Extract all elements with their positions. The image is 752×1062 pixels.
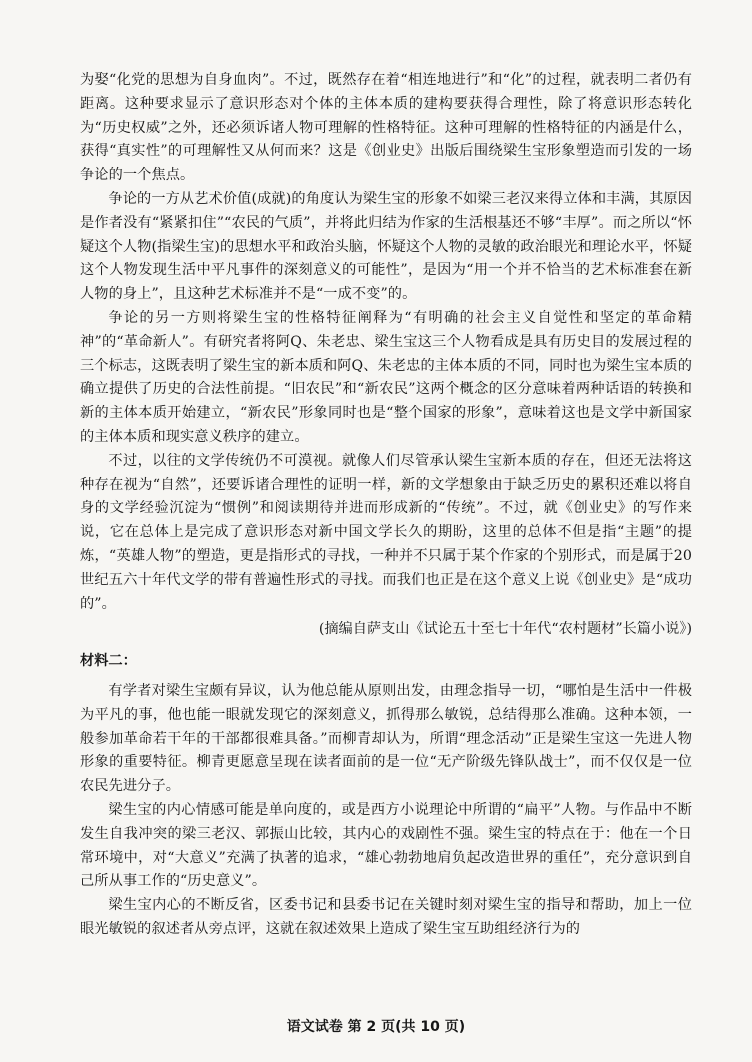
paragraph-2: 争论的一方从艺术价值(成就)的角度认为梁生宝的形象不如梁三老汉来得立体和丰满，其原因是作者没有“紧紧扣住”“农民的气质”，并将此归结为作家的生活根基还不够“丰厚”。而之所以“怀疑这个人物(指梁生宝)的思想水平和政治头脑，怀疑这个人物的灵敏的政治眼光和理论水平，怀疑这个人物发现生活中平凡事件的深刻意义的可能性”，是因为“用一个并不恰当的艺术标准套在新人物的身上”，且这种艺术标准并不是“一成不变”的。 (80, 190, 692, 303)
page-footer: 语文试卷 第 2 页(共 10 页) (286, 1019, 466, 1035)
paragraph-6: 梁生宝的内心情感可能是单向度的，或是西方小说理论中所谓的“扁平”人物。与作品中不断发生自我冲突的梁三老汉、郭振山比较，其内心的戏剧性不强。梁生宝的特点在于：他在一个日常环境中，对“大意义”充满了执著的追求，“雄心勃勃地肩负起改造世界的重任”，充分意识到自己所从事工作的“历史意义”。 (80, 801, 692, 890)
paragraph-5: 有学者对梁生宝颇有异议，认为他总能从原则出发，由理念指导一切，“哪怕是生活中一件极为平凡的事，他也能一眼就发现它的深刻意义，抓得那么敏锐，总结得那么准确。这种本领，一般参加革命若干年的干部都很难具备。”而柳青却认为，所谓“理念活动”正是梁生宝这一先进人物形象的重要特征。柳青更愿意呈现在读者面前的是一位“无产阶级先锋队战士”，而不仅仅是一位农民先进分子。 (80, 682, 692, 795)
page-content (80, 69, 692, 942)
source-citation: (摘编自萨支山《试论五十至七十年代“农村题材”长篇小说》) (318, 621, 692, 638)
paragraph-1: 为娶“化党的思想为自身血肉”。不过，既然存在着“相连地进行”和“化”的过程，就表明二者仍有距离。这种要求显示了意识形态对个体的主体本质的建构要获得合理性，除了将意识形态转化为“历史权威”之外，还必须诉诸人物可理解的性格特征。这种可理解的性格特征的内涵是什么，获得“真实性”的可理解性又从何而来？这是《创业史》出版后围绕梁生宝形象塑造而引发的一场争论的一个焦点。 (80, 72, 692, 184)
paragraph-4: 不过，以往的文学传统仍不可漠视。就像人们尽管承认梁生宝新本质的存在，但还无法将这种存在视为“自然”，还要诉诸合理性的证明一样，新的文学想象由于缺乏历史的累积还难以将自身的文学经验沉淀为“惯例”和阅读期待并进而形成新的“传统”。不过，就《创业史》的写作来说，它在总体上是完成了意识形态对新中国文学长久的期盼，这里的总体不但是指“主题”的提炼，“英雄人物”的塑造，更是指形式的寻找，一种并不只属于某个作家的个别形式，而是属于20世纪五六十年代文学的带有普遍性形式的寻找。而我们也正是在这个意义上说《创业史》是“成功的”。 (80, 452, 692, 612)
paragraph-7: 梁生宝内心的不断反省，区委书记和县委书记在关键时刻对梁生宝的指导和帮助，加上一位眼光敏锐的叙述者从旁点评，这就在叙述效果上造成了梁生宝互助组经济行为的 (80, 897, 692, 937)
material-two-label: 材料二： (80, 653, 137, 670)
paragraph-3: 争论的另一方则将梁生宝的性格特征阐释为“有明确的社会主义自觉性和坚定的革命精神”的“革命新人”。有研究者将阿Q、朱老忠、梁生宝这三个人物看成是具有历史目的发展过程的三个标志，这既表明了梁生宝的新本质和阿Q、朱老忠的主体本质的不同，同时也为梁生宝本质的确立提供了历史的合法性前提。“旧农民”和“新农民”这两个概念的区分意味着两种话语的转换和新的主体本质开始建立，“新农民”形象同时也是“整个国家的形象”，意味着这也是文学中新国家的主体本质和现实意义秩序的建立。 (80, 309, 692, 445)
